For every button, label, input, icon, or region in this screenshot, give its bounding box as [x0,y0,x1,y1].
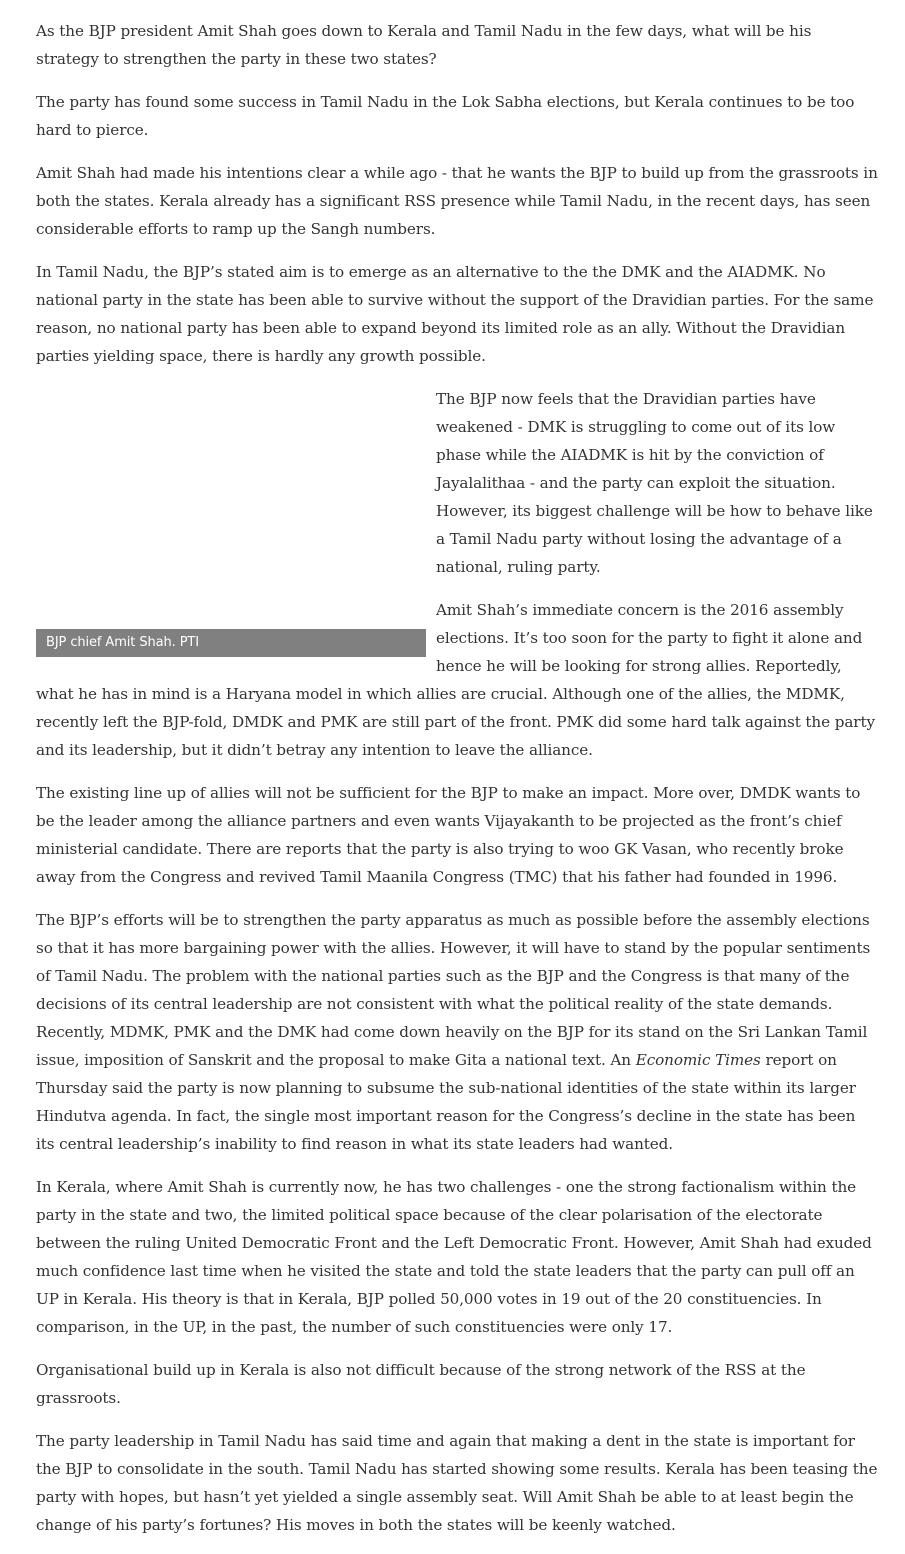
paragraph-10: Organisational build up in Kerala is also not difficult because of the strong network of the RSS at the grassroots. [36,1361,806,1407]
paragraph-8-part-2: report on Thursday said the party is now planning to subsume the sub-national identities of the state within its larger Hindutva agenda. In fact, the single most important reason for the Congress’s decline in the state has been its central leadership’s inability to find reason in what its state leaders had wanted. [36,1051,856,1153]
paragraph-11: The party leadership in Tamil Nadu has said time and again that making a dent in the state is important for the BJP to consolidate in the south. Tamil Nadu has started showing some results. Kerala has been teasing the party with hopes, but hasn’t yet yielded a single assembly seat. Will Amit Shah be able to at least begin the change of his party’s fortunes? His moves in both the states will be keenly watched. [36,1432,878,1534]
paragraph-9: In Kerala, where Amit Shah is currently now, he has two challenges - one the strong factionalism within the party in the state and two, the limited political space because of the clear polarisation of the electorate between the ruling United Democratic Front and the Left Democratic Front. However, Amit Shah had exuded much confidence last time when he visited the state and told the state leaders that the party can pull off an UP in Kerala. His theory is that in Kerala, BJP polled 50,000 votes in 19 out of the 20 constituencies. In comparison, in the UP, in the past, the number of such constituencies were only 17. [36,1178,872,1336]
paragraph-7: The existing line up of allies will not be sufficient for the BJP to make an impact. More over, DMDK wants to be the leader among the alliance partners and even wants Vijayakanth to be projected as the front’s chief ministerial candidate. There are reports that the party is also trying to woo GK Vasan, who recently broke away from the Congress and revived Tamil Maanila Congress (TMC) that his father had founded in 1996. [36,784,861,886]
paragraph-3: Amit Shah had made his intentions clear a while ago - that he wants the BJP to build up from the grassroots in both the states. Kerala already has a significant RSS presence while Tamil Nadu, in the recent days, has seen considerable efforts to ramp up the Sangh numbers. [36,164,878,238]
article-photo [36,385,426,629]
publication-name: Economic Times [635,1051,761,1069]
article-figure [36,385,426,657]
paragraph-2: The party has found some success in Tamil Nadu in the Lok Sabha elections, but Kerala continues to be too hard to pierce. [36,93,855,139]
paragraph-8-part-1: The BJP’s efforts will be to strengthen the party apparatus as much as possible before the assembly elections so that it has more bargaining power with the allies. However, it will have to stand by the popular sentiments of Tamil Nadu. The problem with the national parties such as the BJP and the Congress is that many of the decisions of its central leadership are not consistent with what the political reality of the state demands. Recently, MDMK, PMK and the DMK had come down heavily on the BJP for its stand on the Sri Lankan Tamil issue, imposition of Sanskrit and the proposal to make Gita a national text. An [36,911,871,1069]
paragraph-8 [36,906,878,1158]
paragraph-1: As the BJP president Amit Shah goes down to Kerala and Tamil Nadu in the few days, what will be his strategy to strengthen the party in these two states? [36,22,812,68]
paragraph-5: The BJP now feels that the Dravidian parties have weakened - DMK is struggling to come out of its low phase while the AIADMK is hit by the conviction of Jayalalithaa - and the party can exploit the situation. However, its biggest challenge will be how to behave like a Tamil Nadu party without losing the advantage of a national, ruling party. [436,390,873,576]
article-body [36,17,878,1554]
paragraph-4: In Tamil Nadu, the BJP’s stated aim is to emerge as an alternative to the the DMK and the AIADMK. No national party in the state has been able to survive without the support of the Dravidian parties. For the same reason, no national party has been able to expand beyond its limited role as an ally. Without the Dravidian parties yielding space, there is hardly any growth possible. [36,263,874,365]
image-caption: BJP chief Amit Shah. PTI [36,629,426,657]
paragraph-6: Amit Shah’s immediate concern is the 2016 assembly elections. It’s too soon for the party to fight it alone and hence he will be looking for strong allies. Reportedly, what he has in mind is a Haryana model in which allies are crucial. Although one of the allies, the MDMK, recently left the BJP-fold, DMDK and PMK are still part of the front. PMK did some hard talk against the party and its leadership, but it didn’t betray any intention to leave the alliance. [36,601,875,759]
